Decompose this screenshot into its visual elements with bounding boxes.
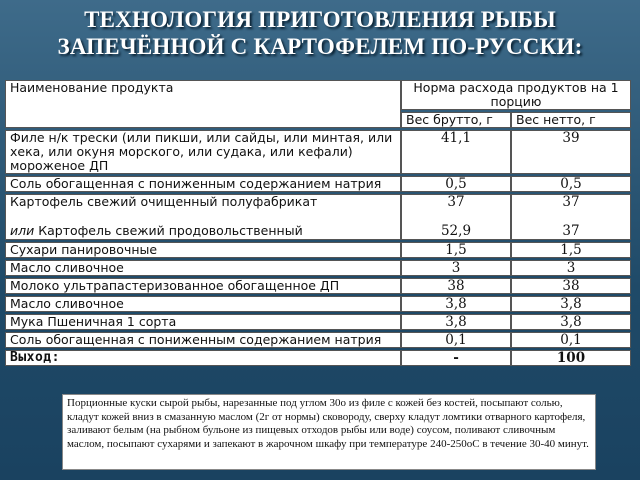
row-name-alternative [10, 224, 396, 238]
row-netto: 0,1 [511, 332, 631, 348]
row-brutto: 0,5 [401, 176, 511, 192]
row-netto [511, 194, 631, 240]
row-netto: 3,8 [511, 296, 631, 312]
table-row [5, 260, 631, 276]
row-brutto: 0,1 [401, 332, 511, 348]
alt-prefix: или [10, 223, 35, 238]
row-brutto: 3 [401, 260, 511, 276]
title-line-2: ЗАПЕЧЁННОЙ С КАРТОФЕЛЕМ ПО-РУССКИ: [57, 34, 583, 59]
title-line-1: ТЕХНОЛОГИЯ ПРИГОТОВЛЕНИЯ РЫБЫ [84, 7, 556, 32]
header-norm: Норма расхода продуктов на 1 порцию [401, 80, 631, 110]
row-name: Соль обогащенная с пониженным содержанием натрия [5, 332, 401, 348]
exit-netto: 100 [511, 350, 631, 366]
table-row [5, 242, 631, 258]
row-brutto-alt: 52,9 [440, 223, 472, 239]
row-netto: 3,8 [511, 314, 631, 330]
row-name: Филе н/к трески (или пикши, или сайды, или минтая, или хека, или окуня морского, или судака, или кефали) мороженое ДП [5, 130, 401, 174]
row-brutto: 3,8 [401, 296, 511, 312]
row-brutto: 1,5 [401, 242, 511, 258]
exit-label: Выход: [5, 350, 401, 366]
row-netto: 1,5 [511, 242, 631, 258]
table-row [5, 296, 631, 312]
row-name: Сухари панировочные [5, 242, 401, 258]
table-row [5, 332, 631, 348]
header-brutto: Вес брутто, г [401, 112, 511, 128]
row-netto: 38 [511, 278, 631, 294]
row-brutto: 41,1 [401, 130, 511, 174]
row-name [5, 194, 401, 240]
header-product-name: Наименование продукта [5, 80, 401, 128]
table-row [5, 176, 631, 192]
page-title [0, 6, 640, 60]
row-netto: 0,5 [511, 176, 631, 192]
table-row [5, 314, 631, 330]
row-brutto-primary: 37 [447, 194, 465, 210]
recipe-table [5, 78, 631, 368]
row-netto: 39 [511, 130, 631, 174]
row-brutto: 38 [401, 278, 511, 294]
table-row [5, 130, 631, 174]
row-name-primary: Картофель свежий очищенный полуфабрикат [10, 194, 318, 209]
alt-name: Картофель свежий продовольственный [34, 223, 303, 238]
row-brutto [401, 194, 511, 240]
row-name: Молоко ультрапастеризованное обогащенное ДП [5, 278, 401, 294]
row-name: Масло сливочное [5, 260, 401, 276]
row-name: Масло сливочное [5, 296, 401, 312]
table-header-row [5, 80, 631, 110]
preparation-description: Порционные куски сырой рыбы, нарезанные под углом 30о из филе с кожей без костей, посыпают солью, кладут кожей вниз в смазанную маслом (2г от нормы) сковороду, сверху кладут ломтики отварного картофеля, заливают белым (на рыбном бульоне из пищевых отходов рыбы или воде) соусом, поливают сливочным маслом, посыпают сухарями и запекают в жарочном шкафу при температуре 240-250оС в течение 30-40 минут. [62, 394, 596, 470]
row-name: Соль обогащенная с пониженным содержанием натрия [5, 176, 401, 192]
exit-brutto: - [401, 350, 511, 366]
table-row [5, 278, 631, 294]
row-netto-primary: 37 [562, 194, 580, 210]
row-brutto: 3,8 [401, 314, 511, 330]
row-name: Мука Пшеничная 1 сорта [5, 314, 401, 330]
header-netto: Вес нетто, г [511, 112, 631, 128]
row-netto-alt: 37 [562, 223, 580, 239]
row-netto: 3 [511, 260, 631, 276]
table-exit-row [5, 350, 631, 366]
table-row [5, 194, 631, 240]
recipe-table-container [5, 78, 631, 368]
